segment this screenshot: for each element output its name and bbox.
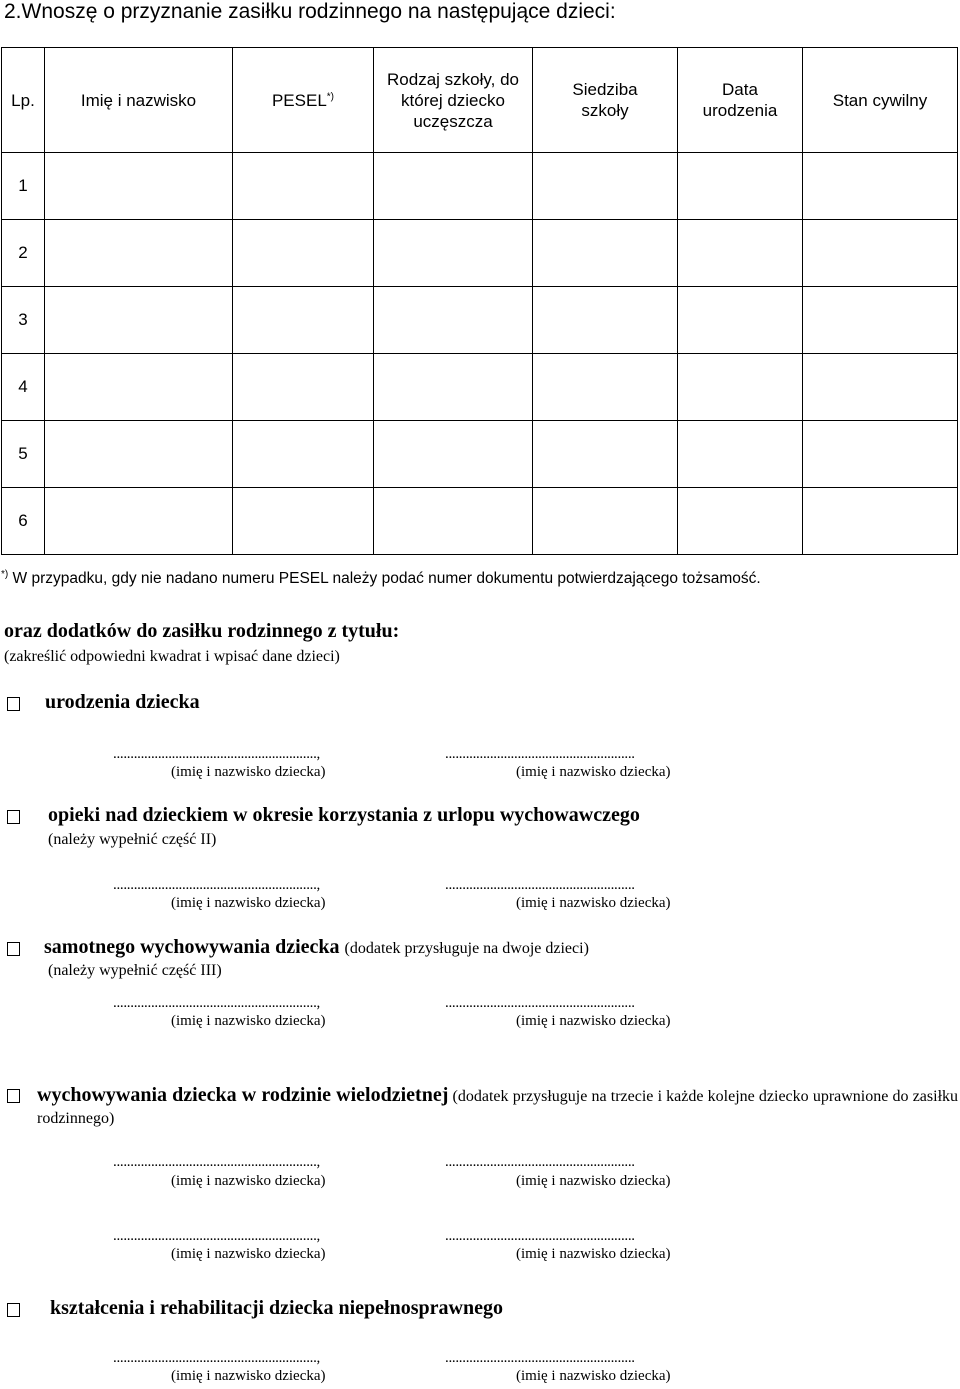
school-seat-cell[interactable] [533, 421, 678, 488]
civil-status-cell[interactable] [803, 153, 958, 220]
pesel-cell[interactable] [233, 354, 374, 421]
school-seat-cell[interactable] [533, 287, 678, 354]
option-rehab-title: kształcenia i rehabilitacji dziecka niepełnosprawnego [50, 1297, 503, 1319]
birth-date-cell[interactable] [678, 354, 803, 421]
pesel-cell[interactable] [233, 488, 374, 555]
fill-caption: (imię i nazwisko dziecka) [171, 1013, 326, 1029]
fill-line[interactable]: ....................................................... [445, 995, 635, 1011]
civil-status-cell[interactable] [803, 421, 958, 488]
col-header-name: Imię i nazwisko [45, 48, 233, 153]
large-family-checkbox[interactable] [7, 1089, 20, 1103]
row-number: 2 [2, 220, 45, 287]
pesel-footnote: *) W przypadku, gdy nie nadano numeru PESEL należy podać numer dokumentu potwierdzającego tożsamość. [1, 568, 761, 587]
col-header-birth-date: Data urodzenia [678, 48, 803, 153]
table-row [2, 354, 958, 421]
fill-caption: (imię i nazwisko dziecka) [516, 1368, 671, 1384]
table-row [2, 287, 958, 354]
col-header-civil-status: Stan cywilny [803, 48, 958, 153]
row-number: 4 [2, 354, 45, 421]
pesel-cell[interactable] [233, 220, 374, 287]
name-cell[interactable] [45, 287, 233, 354]
row-number: 6 [2, 488, 45, 555]
option-single-title: samotnego wychowywania dziecka (dodatek przysługuje na dwoje dzieci) [44, 936, 589, 958]
rehab-checkbox[interactable] [7, 1303, 20, 1317]
fill-caption: (imię i nazwisko dziecka) [516, 1013, 671, 1029]
fill-line[interactable]: ....................................................... [445, 1350, 635, 1366]
school-seat-cell[interactable] [533, 220, 678, 287]
birth-date-cell[interactable] [678, 488, 803, 555]
name-cell[interactable] [45, 220, 233, 287]
col-header-school-type: Rodzaj szkoły, do której dziecko uczęszcza [374, 48, 533, 153]
table-row [2, 488, 958, 555]
pesel-cell[interactable] [233, 287, 374, 354]
row-number: 3 [2, 287, 45, 354]
school-type-cell[interactable] [374, 153, 533, 220]
birth-date-cell[interactable] [678, 220, 803, 287]
row-number: 5 [2, 421, 45, 488]
school-seat-cell[interactable] [533, 488, 678, 555]
fill-line[interactable]: ..........................................................., [113, 1350, 321, 1366]
option-care-title: opieki nad dzieckiem w okresie korzystania z urlopu wychowawczego [48, 804, 640, 826]
col-header-pesel: PESEL*) [233, 48, 374, 153]
fill-line[interactable]: ....................................................... [445, 746, 635, 762]
birth-date-cell[interactable] [678, 287, 803, 354]
children-table [1, 47, 958, 555]
school-type-cell[interactable] [374, 220, 533, 287]
fill-caption: (imię i nazwisko dziecka) [171, 764, 326, 780]
pesel-cell[interactable] [233, 153, 374, 220]
name-cell[interactable] [45, 488, 233, 555]
school-type-cell[interactable] [374, 488, 533, 555]
option-birth-title: urodzenia dziecka [45, 691, 200, 713]
col-header-school-seat: Siedziba szkoły [533, 48, 678, 153]
care-checkbox[interactable] [7, 810, 20, 824]
table-header-row [2, 48, 958, 153]
fill-caption: (imię i nazwisko dziecka) [171, 1368, 326, 1384]
fill-line[interactable]: ....................................................... [445, 1154, 635, 1170]
school-type-cell[interactable] [374, 421, 533, 488]
option-care-sub: (należy wypełnić część II) [48, 831, 217, 848]
birth-checkbox[interactable] [7, 697, 20, 711]
col-header-lp: Lp. [2, 48, 45, 153]
fill-line[interactable]: ..........................................................., [113, 995, 321, 1011]
fill-caption: (imię i nazwisko dziecka) [516, 1246, 671, 1262]
school-seat-cell[interactable] [533, 354, 678, 421]
name-cell[interactable] [45, 153, 233, 220]
name-cell[interactable] [45, 421, 233, 488]
fill-line[interactable]: ..........................................................., [113, 877, 321, 893]
fill-caption: (imię i nazwisko dziecka) [171, 1173, 326, 1189]
single-parent-checkbox[interactable] [7, 942, 20, 956]
section-hint: (zakreślić odpowiedni kwadrat i wpisać dane dzieci) [4, 648, 340, 665]
name-cell[interactable] [45, 354, 233, 421]
civil-status-cell[interactable] [803, 488, 958, 555]
row-number: 1 [2, 153, 45, 220]
school-seat-cell[interactable] [533, 153, 678, 220]
table-row [2, 421, 958, 488]
page-heading: 2.Wnoszę o przyznanie zasiłku rodzinnego na następujące dzieci: [4, 0, 616, 23]
fill-caption: (imię i nazwisko dziecka) [171, 1246, 326, 1262]
table-row [2, 153, 958, 220]
fill-caption: (imię i nazwisko dziecka) [171, 895, 326, 911]
option-single-sub: (należy wypełnić część III) [48, 962, 222, 979]
pesel-cell[interactable] [233, 421, 374, 488]
birth-date-cell[interactable] [678, 153, 803, 220]
section-title: oraz dodatków do zasiłku rodzinnego z tytułu: [4, 620, 400, 642]
option-large-family: wychowywania dziecka w rodzinie wielodzietnej (dodatek przysługuje na trzecie i każde kolejne dziecko uprawnione do zasiłku rodzinnego) [37, 1084, 959, 1127]
table-row [2, 220, 958, 287]
fill-line[interactable]: ....................................................... [445, 877, 635, 893]
birth-date-cell[interactable] [678, 421, 803, 488]
fill-caption: (imię i nazwisko dziecka) [516, 895, 671, 911]
fill-line[interactable]: ..........................................................., [113, 1228, 321, 1244]
fill-line[interactable]: ....................................................... [445, 1228, 635, 1244]
school-type-cell[interactable] [374, 354, 533, 421]
civil-status-cell[interactable] [803, 220, 958, 287]
fill-line[interactable]: ..........................................................., [113, 1154, 321, 1170]
fill-caption: (imię i nazwisko dziecka) [516, 1173, 671, 1189]
civil-status-cell[interactable] [803, 287, 958, 354]
fill-line[interactable]: ..........................................................., [113, 746, 321, 762]
school-type-cell[interactable] [374, 287, 533, 354]
civil-status-cell[interactable] [803, 354, 958, 421]
fill-caption: (imię i nazwisko dziecka) [516, 764, 671, 780]
